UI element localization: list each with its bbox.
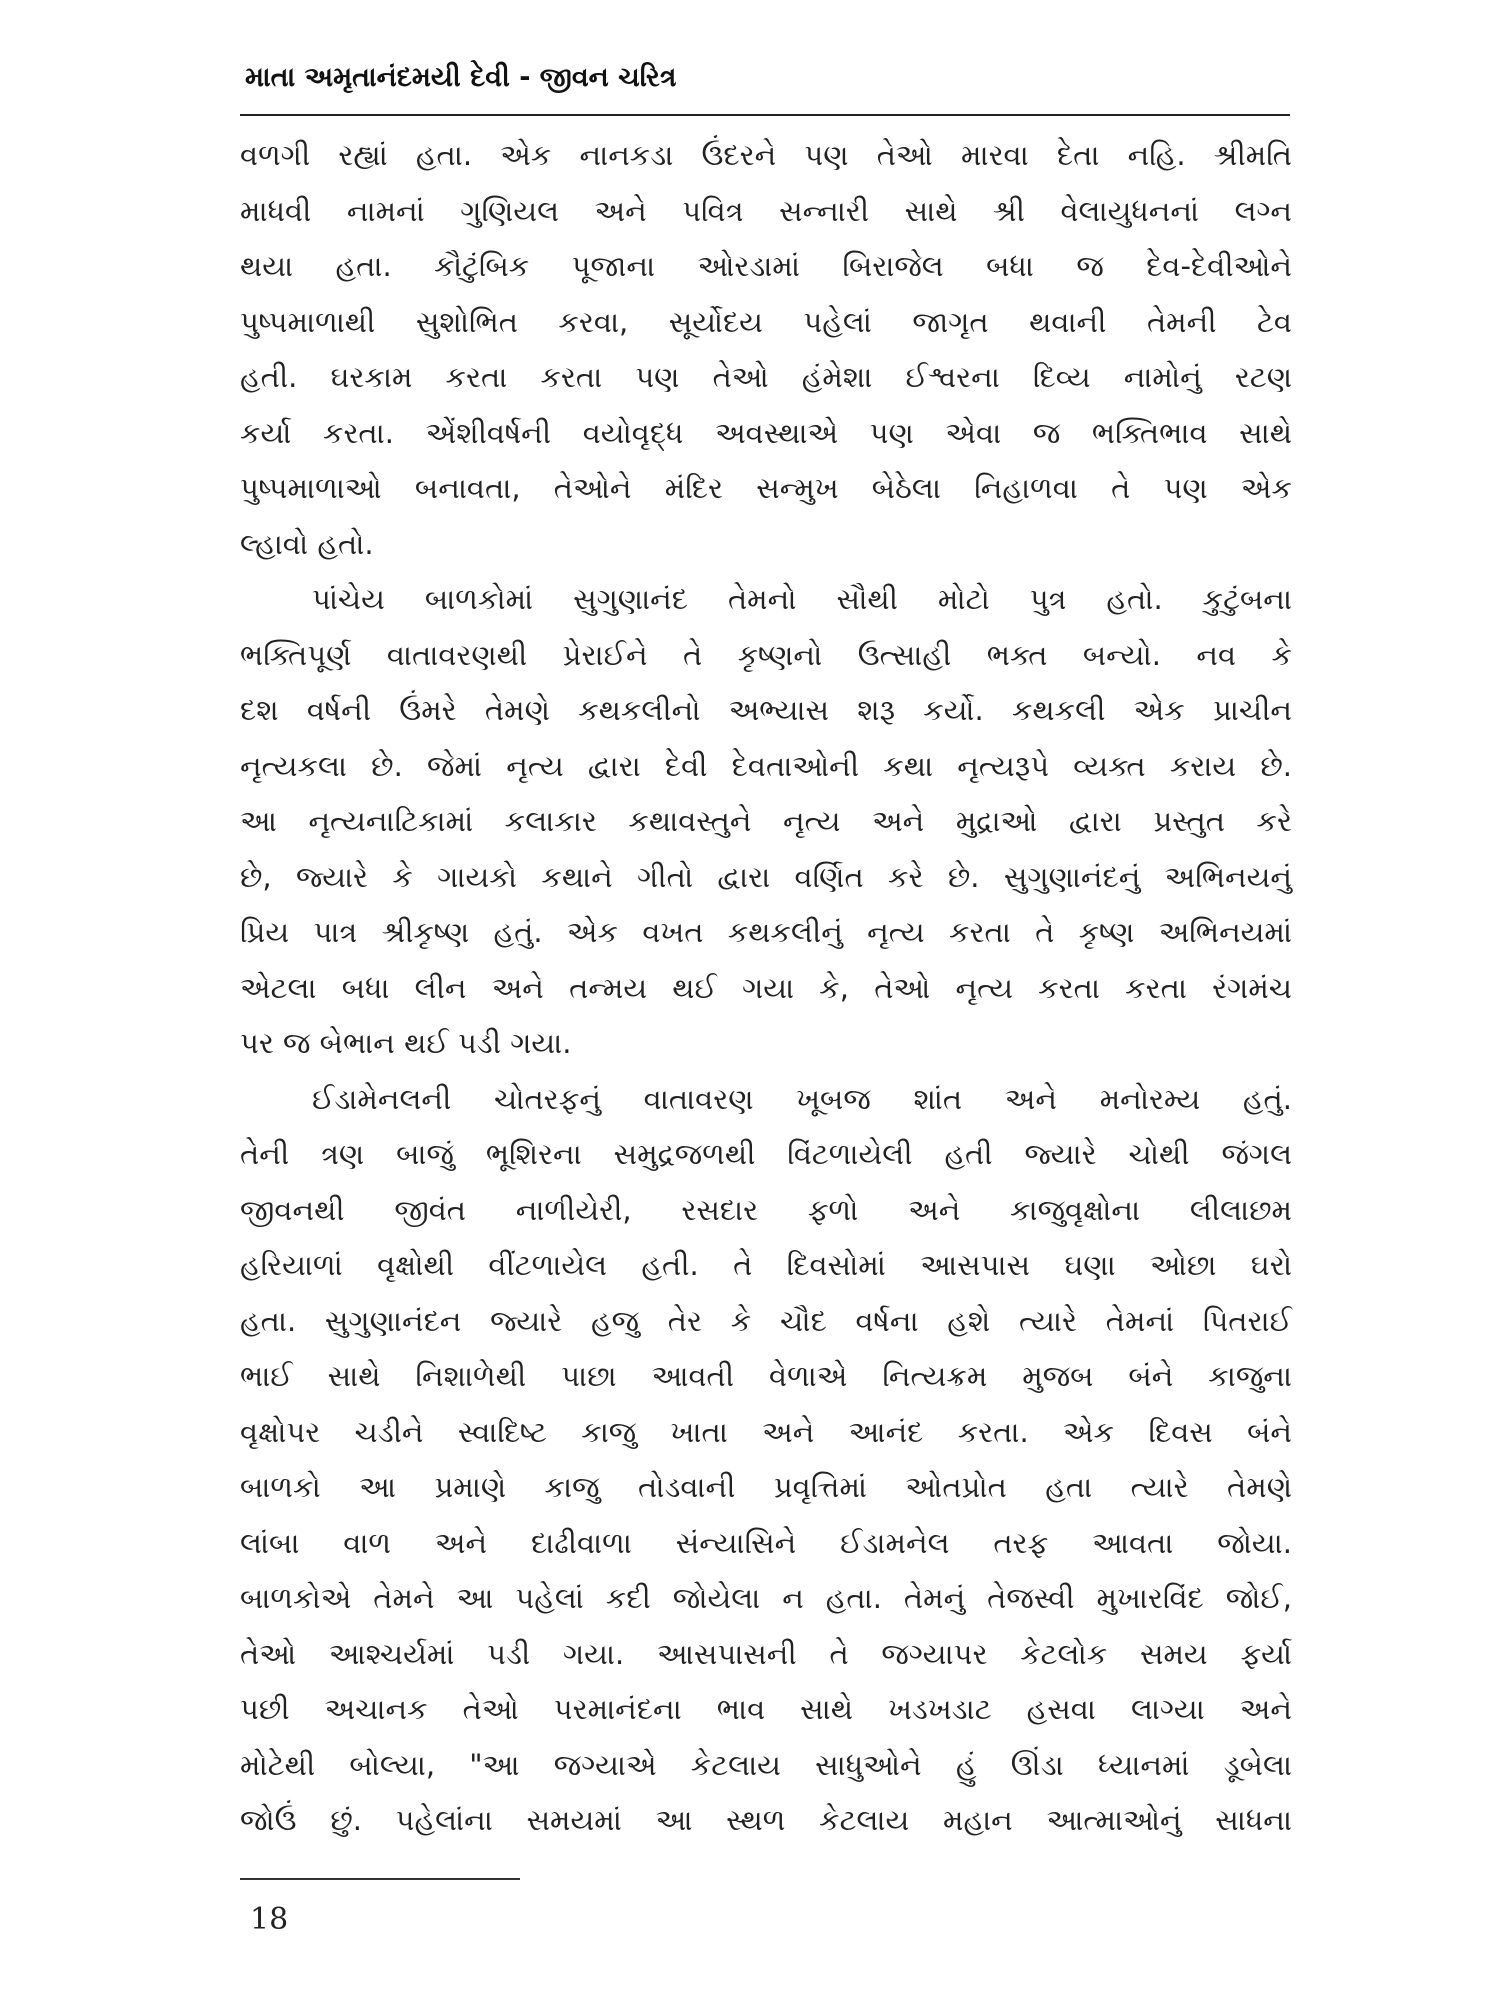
text-line: કર્યા કરતા. એંશીવર્ષની વયોવૃદ્ધ અવસ્થાએ પણ એવા જ ભક્તિભાવ સાથે <box>240 415 1292 450</box>
text-line: ભાઈ સાથે નિશાળેથી પાછા આવતી વેળાએ નિત્યક્રમ મુજબ બંને કાજુના <box>240 1359 1292 1393</box>
paragraph-1 <box>240 128 1292 572</box>
text-line: ઈડામેનલની ચોતરફનું વાતાવરણ ખૂબજ શાંત અને મનોરમ્ય હતું. <box>312 1081 1292 1116</box>
header-rule <box>240 114 1290 116</box>
text-line: પ્રિય પાત્ર શ્રીકૃષ્ણ હતું. એક વખત કથકલીનું નૃત્ય કરતા તે કૃષ્ણ અભિનયમાં <box>240 915 1292 949</box>
text-line: થયા હતા. કૌટુંબિક પૂજાના ઓરડામાં બિરાજેલ બધા જ દેવ-દેવીઓને <box>240 249 1292 283</box>
running-header-title: માતા અમૃતાનંદમયી દેવી - જીવન ચરિત્ર <box>245 62 677 93</box>
text-line: લાંબા વાળ અને દાઢીવાળા સંન્યાસિને ઈડામનેલ તરફ આવતા જોયા. <box>240 1525 1292 1560</box>
body-text <box>240 128 1292 1849</box>
paragraph-3 <box>240 1072 1292 1849</box>
text-line: પર જ બેભાન થઈ પડી ગયા. <box>240 1026 572 1060</box>
footer-rule <box>240 1878 520 1880</box>
text-line: બાળકો આ પ્રમાણે કાજુ તોડવાની પ્રવૃત્તિમાં ઓતપ્રોત હતા ત્યારે તેમણે <box>240 1470 1292 1504</box>
text-line: આ નૃત્યનાટિકામાં કલાકાર કથાવસ્તુને નૃત્ય અને મુદ્રાઓ દ્વારા પ્રસ્તુત કરે <box>240 804 1292 838</box>
text-line: ભક્તિપૂર્ણ વાતાવરણથી પ્રેરાઈને તે કૃષ્ણનો ઉત્સાહી ભક્ત બન્યો. નવ કે <box>240 637 1292 672</box>
text-line: પુષ્પમાળાથી સુશોભિત કરવા, સૂર્યોદય પહેલાં જાગૃત થવાની તેમની ટેવ <box>240 304 1292 339</box>
text-line: હતી. ઘરકામ કરતા કરતા પણ તેઓ હંમેશા ઈશ્વરના દિવ્ય નામોનું રટણ <box>240 360 1292 394</box>
text-line: વૃક્ષોપર ચડીને સ્વાદિષ્ટ કાજુ ખાતા અને આનંદ કરતા. એક દિવસ બંને <box>240 1414 1292 1449</box>
text-line: દશ વર્ષની ઉંમરે તેમણે કથકલીનો અભ્યાસ શરૂ કર્યો. કથકલી એક પ્રાચીન <box>240 693 1292 727</box>
text-line: વળગી રહ્યાં હતા. એક નાનકડા ઉંદરને પણ તેઓ મારવા દેતા નહિ. શ્રીમતિ <box>240 138 1292 172</box>
text-line: પુષ્પમાળાઓ બનાવતા, તેઓને મંદિર સન્મુખ બેઠેલા નિહાળવા તે પણ એક <box>240 471 1292 505</box>
text-line: માધવી નામનાં ગુણિયલ અને પવિત્ર સન્નારી સાથે શ્રી વેલાયુધનનાં લગ્ન <box>240 193 1292 228</box>
text-line: મોટેથી બોલ્યા, "આ જગ્યાએ કેટલાય સાધુઓને હું ઊંડા ધ્યાનમાં ડૂબેલા <box>240 1747 1292 1782</box>
text-line: હતા. સુગુણાનંદન જ્યારે હજુ તેર કે ચૌદ વર્ષના હશે ત્યારે તેમનાં પિતરાઈ <box>240 1303 1292 1338</box>
text-line: એટલા બધા લીન અને તન્મય થઈ ગયા કે, તેઓ નૃત્ય કરતા કરતા રંગમંચ <box>240 970 1292 1005</box>
text-line: છે, જ્યારે કે ગાયકો કથાને ગીતો દ્વારા વર્ણિત કરે છે. સુગુણાનંદનું અભિનયનું <box>240 859 1292 894</box>
text-line: જીવનથી જીવંત નાળીયેરી, રસદાર ફળો અને કાજુવૃક્ષોના લીલાછમ <box>240 1192 1292 1227</box>
text-line: લ્હાવો હતો. <box>240 526 374 561</box>
paragraph-2 <box>240 572 1292 1072</box>
text-line: જોઉં છું. પહેલાંના સમયમાં આ સ્થળ કેટલાય મહાન આત્માઓનું સાધના <box>240 1803 1292 1837</box>
page-number: 18 <box>250 1902 289 1937</box>
text-line: તેની ત્રણ બાજું ભૂશિરના સમુદ્રજળથી વિંટળાયેલી હતી જ્યારે ચોથી જંગલ <box>240 1137 1292 1171</box>
text-line: પાંચેય બાળકોમાં સુગુણાનંદ તેમનો સૌથી મોટો પુત્ર હતો. કુટુંબના <box>312 582 1292 616</box>
text-line: તેઓ આશ્ચર્યમાં પડી ગયા. આસપાસની તે જગ્યાપર કેટલોક સમય ફર્યા <box>240 1636 1292 1671</box>
text-line: બાળકોએ તેમને આ પહેલાં કદી જોયેલા ન હતા. તેમનું તેજસ્વી મુખારવિંદ જોઈ, <box>240 1581 1292 1615</box>
text-line: નૃત્યકલા છે. જેમાં નૃત્ય દ્વારા દેવી દેવતાઓની કથા નૃત્યરૂપે વ્યક્ત કરાય છે. <box>240 748 1292 783</box>
text-line: હરિયાળાં વૃક્ષોથી વીંટળાયેલ હતી. તે દિવસોમાં આસપાસ ઘણા ઓછા ઘરો <box>240 1248 1292 1282</box>
text-line: પછી અચાનક તેઓ પરમાનંદના ભાવ સાથે ખડખડાટ હસવા લાગ્યા અને <box>240 1692 1292 1726</box>
